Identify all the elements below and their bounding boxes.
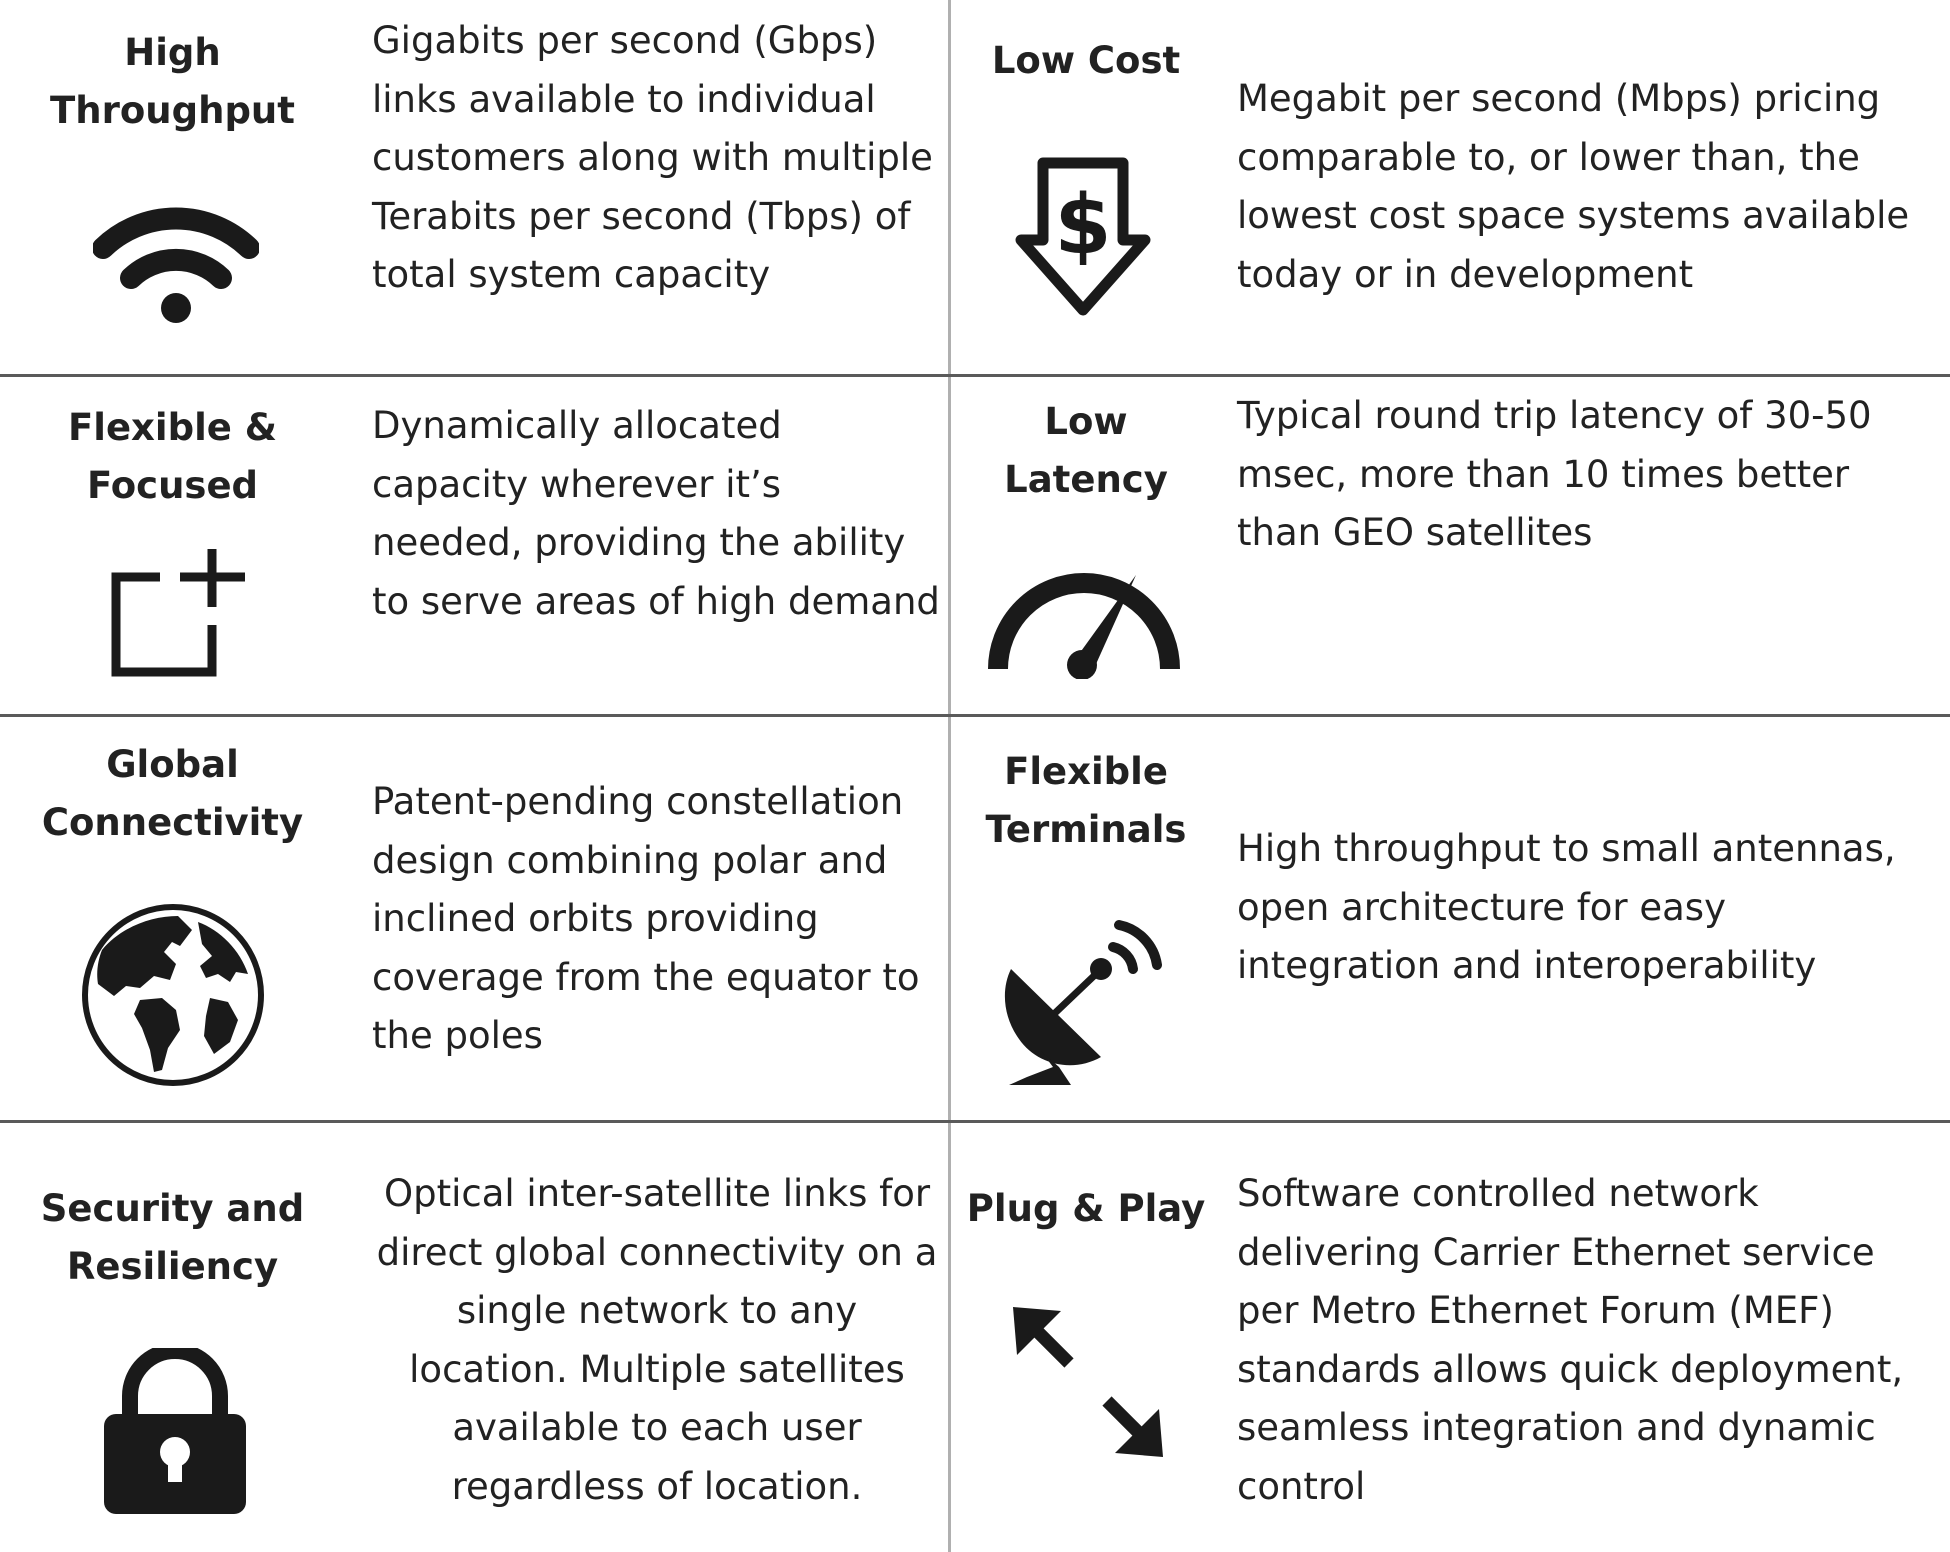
- feature-description: High throughput to small antennas, open architecture for easy integration and interoperability: [1237, 827, 1896, 987]
- feature-row: [0, 377, 1950, 714]
- feature-title: Low Latency: [1004, 400, 1168, 501]
- feature-flexible-terminals: [951, 717, 1950, 1120]
- feature-title: Security and Resiliency: [40, 1187, 305, 1288]
- feature-description: Software controlled network delivering Carrier Ethernet service per Metro Ethernet Forum (MEF) standards allows quick deployment, seamless integration and dynamic control: [1237, 1172, 1904, 1508]
- feature-description: Gigabits per second (Gbps) links available to individual customers along with multiple Terabits per second (Tbps) of total system capacity: [372, 19, 933, 296]
- globe-icon: [80, 902, 266, 1088]
- feature-title: Plug & Play: [966, 1187, 1206, 1230]
- feature-title: Global Connectivity: [41, 743, 304, 844]
- feature-title: High Throughput: [50, 31, 295, 132]
- feature-security-resiliency: [0, 1123, 948, 1552]
- feature-low-latency: [951, 377, 1950, 714]
- wifi-icon: [93, 190, 259, 330]
- feature-global-connectivity: [0, 717, 948, 1120]
- feature-title: Flexible & Focused: [67, 406, 277, 507]
- feature-flexible-focused: [0, 377, 948, 714]
- feature-low-cost: [951, 0, 1950, 374]
- feature-description: Typical round trip latency of 30-50 msec, more than 10 times better than GEO satellites: [1237, 394, 1872, 554]
- feature-description: Patent-pending constellation design combining polar and inclined orbits providing coverage from the equator to the poles: [372, 780, 920, 1057]
- svg-text:$: $: [1054, 178, 1112, 273]
- feature-row: [0, 0, 1950, 374]
- feature-title: Low Cost: [991, 39, 1181, 82]
- square-plus-icon: [110, 547, 250, 677]
- feature-row: [0, 1123, 1950, 1552]
- feature-row: [0, 717, 1950, 1120]
- dollar-down-arrow-icon: [1013, 155, 1153, 320]
- feature-plug-and-play: [951, 1123, 1950, 1552]
- padlock-icon: [100, 1348, 250, 1518]
- feature-description: Dynamically allocated capacity wherever it’s needed, providing the ability to serve areas of high demand: [372, 404, 940, 623]
- feature-high-throughput: [0, 0, 948, 374]
- feature-title: Flexible Terminals: [985, 750, 1187, 851]
- feature-description: Megabit per second (Mbps) pricing comparable to, or lower than, the lowest cost space systems available today or in development: [1237, 77, 1910, 296]
- speedometer-icon: [984, 569, 1184, 679]
- feature-description: Optical inter-satellite links for direct global connectivity on a single network to any location. Multiple satellites available to each user regardless of location.: [376, 1172, 938, 1508]
- diagonal-double-arrow-icon: [1009, 1303, 1169, 1463]
- satellite-dish-icon: [1001, 917, 1181, 1087]
